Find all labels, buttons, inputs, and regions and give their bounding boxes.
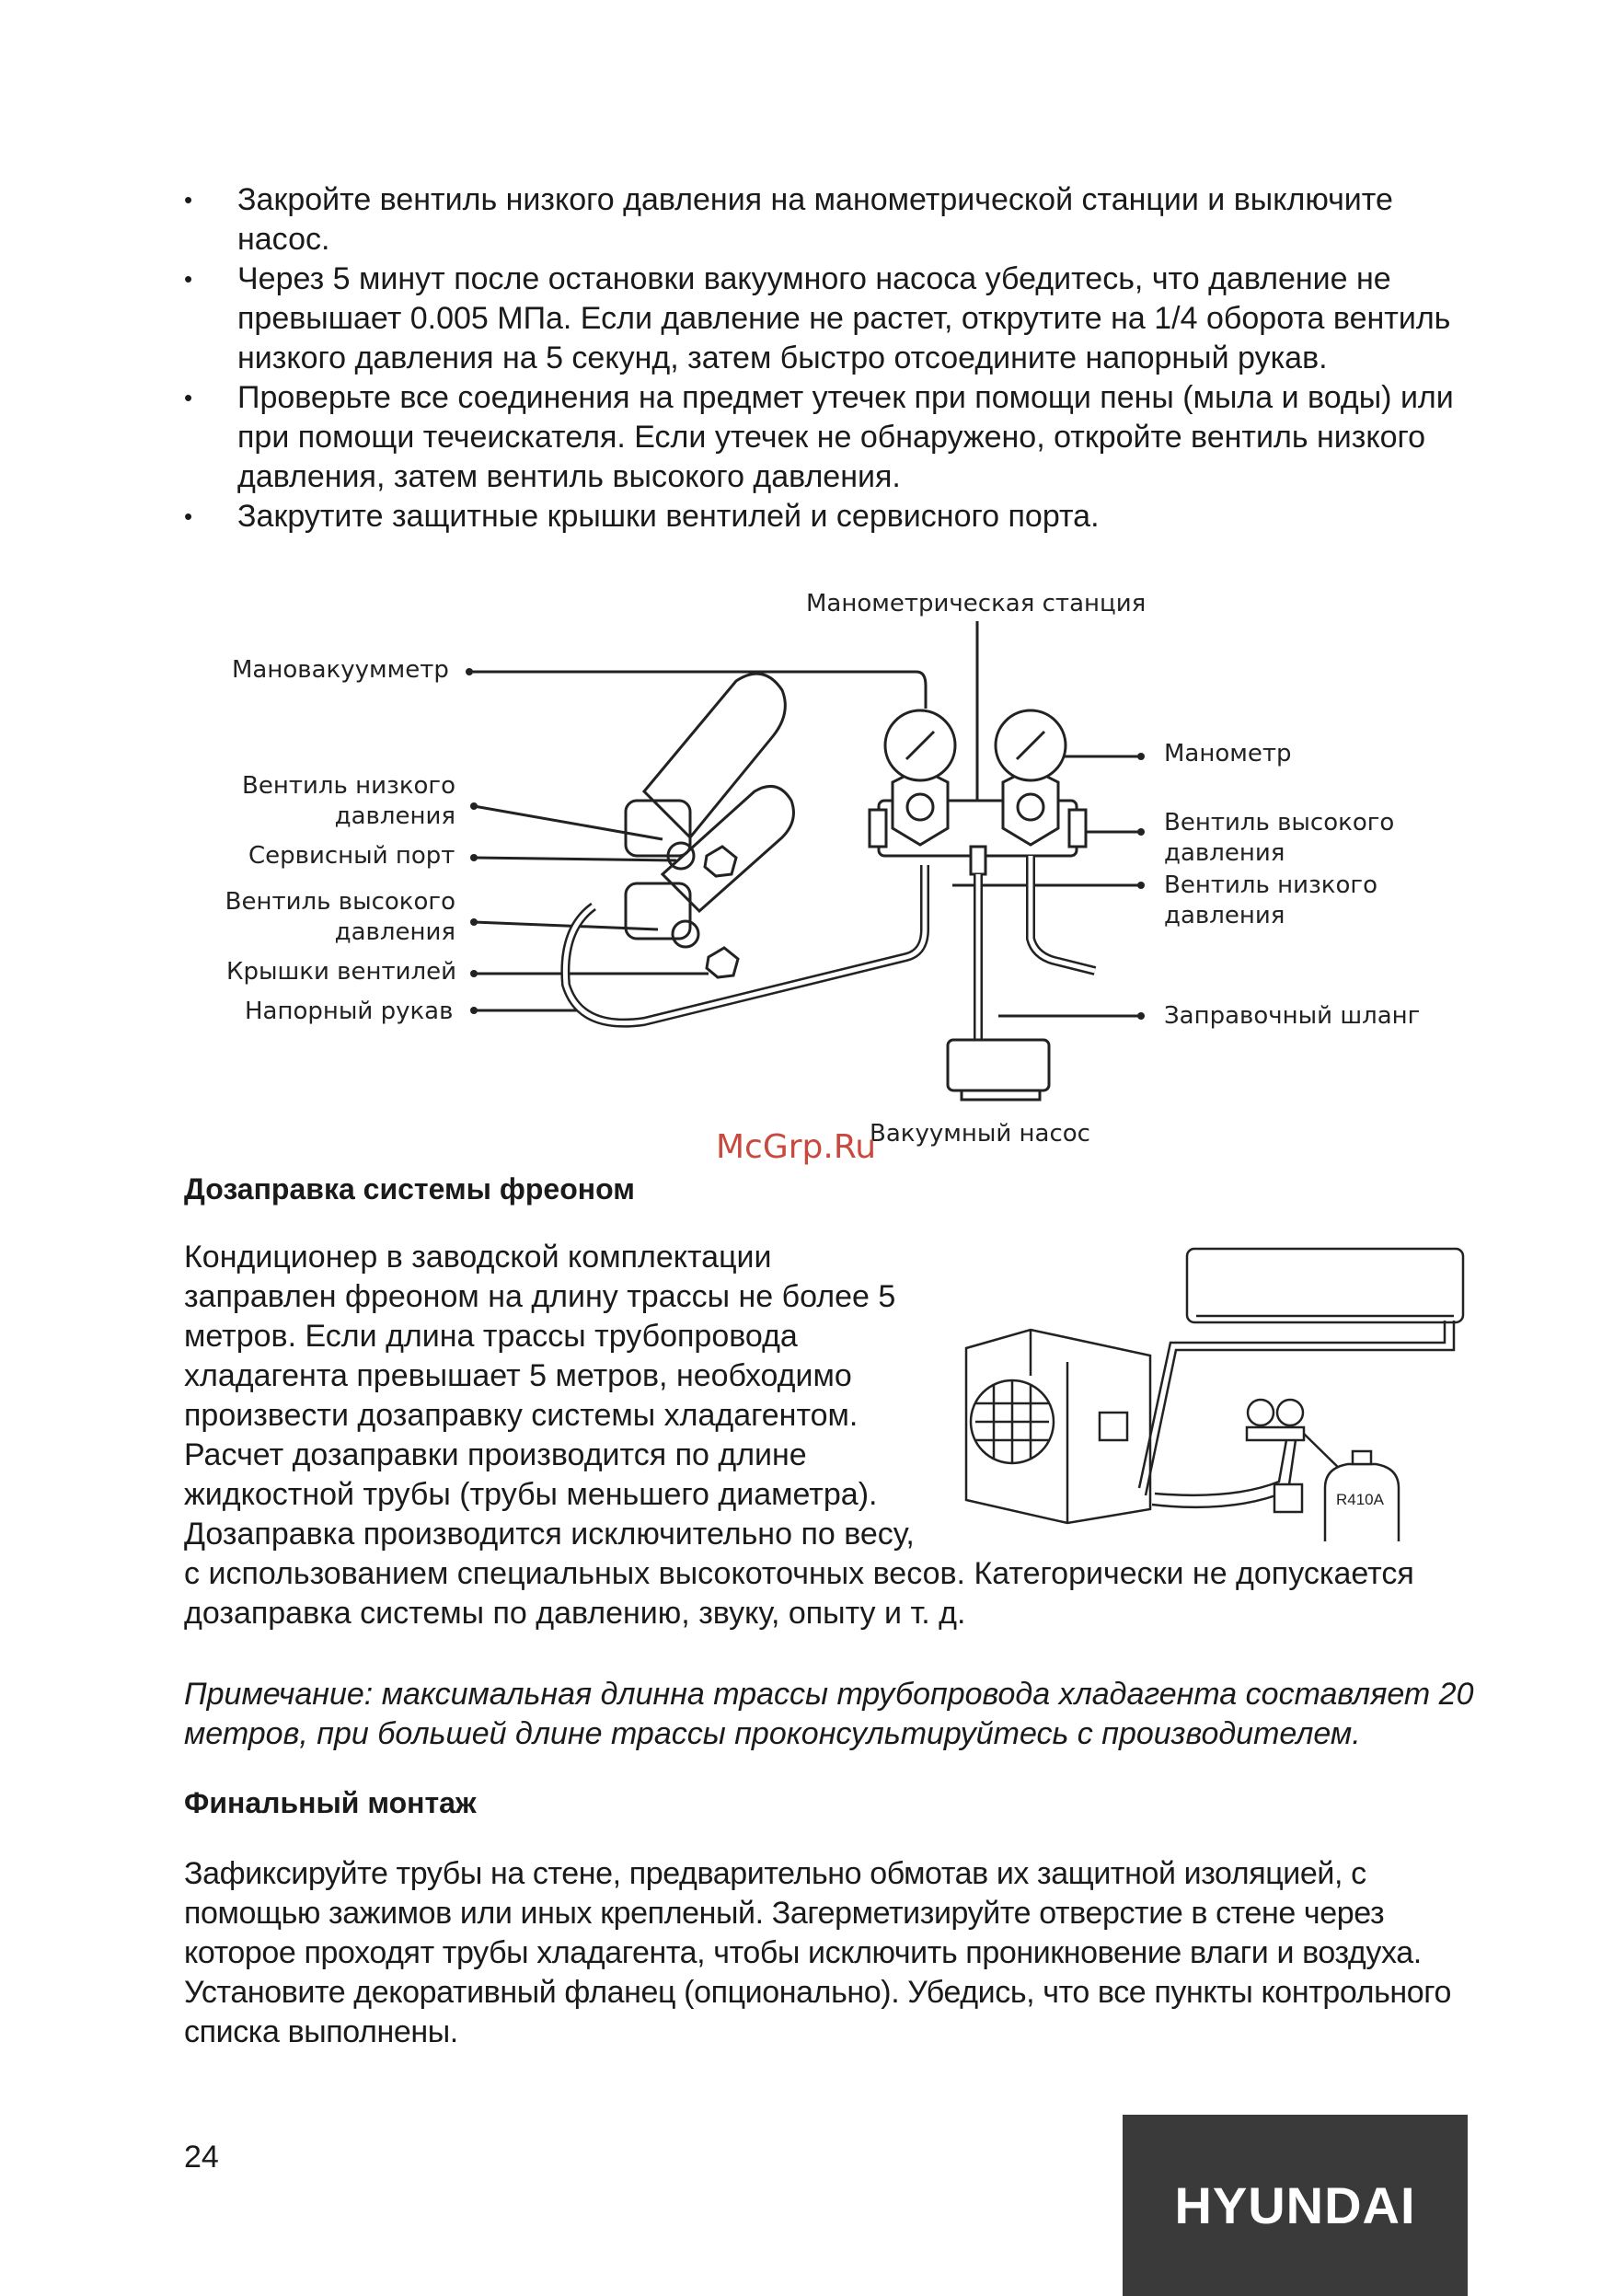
label-vacuum-gauge: Мановакуумметр (232, 656, 449, 684)
label-pressure-hose: Напорный рукав (245, 998, 454, 1025)
section-title-refill: Дозаправка системы фреоном (184, 1172, 635, 1206)
section-title-final: Финальный монтаж (184, 1786, 477, 1819)
label-vacuum-pump: Вакуумный насос (870, 1120, 1090, 1148)
brand-logo: HYUNDAI (1123, 2115, 1468, 2296)
label-manifold-station: Манометрическая станция (806, 590, 1147, 617)
ac-charging-illustration (957, 1247, 1472, 1541)
bullet-item: • Закройте вентиль низкого давления на манометрической станции и выключите насос. (184, 180, 1481, 260)
label-low-valve-right: Вентиль низкого давления (1164, 871, 1377, 929)
label-low-valve-left: Вентиль низкого давления (242, 772, 455, 830)
cylinder-label: R410A (1336, 1491, 1384, 1508)
label-valve-caps: Крышки вентилей (226, 958, 457, 986)
page-number: 24 (184, 2140, 219, 2175)
label-charging-hose: Заправочный шланг (1164, 1002, 1421, 1030)
label-service-port: Сервисный порт (248, 842, 455, 870)
label-manometer: Манометр (1164, 740, 1292, 767)
label-high-valve-right: Вентиль высокого давления (1164, 809, 1395, 867)
final-paragraph: Зафиксируйте трубы на стене, предварительно обмотав их защитной изоляцией, с помощью зажимов или иных крепленый. Загерметизируйте отверстие в стене через которое проходят трубы хладагента, чтобы исключить проникновение влаги и воздуха. Установите декоративный фланец (опционально). Убедись, что все пункты контрольного списка выполнены. (184, 1856, 1452, 2049)
bullet-item: • Проверьте все соединения на предмет утечек при помощи пены (мыла и воды) или при помощи течеискателя. Если утечек не обнаружено, откройте вентиль низкого давления, затем вентиль высокого давления. (184, 378, 1481, 497)
watermark: McGrp.Ru (716, 1128, 877, 1166)
label-high-valve-left: Вентиль высокого давления (225, 888, 455, 946)
bullet-item: • Закрутите защитные крышки вентилей и сервисного порта. (184, 497, 1481, 537)
refill-paragraph-text: Кондиционер в заводской комплектации заправлен фреоном на длину трассы не более 5 метров. Если длина трассы трубопровода хладагента превышает 5 метров, необходимо произвести дозаправку системы хладагентом. Расчет дозаправки производится по длине жидкостной трубы (трубы меньшего диаметра). Дозаправка производится исключительно по весу, с использованием специальных высокоточных весов. Категорически не допускается дозаправка системы по давлению, звуку, опыту и т. д. (184, 1240, 1414, 1631)
bullet-item: • Через 5 минут после остановки вакуумного насоса убедитесь, что давление не превышает 0.005 МПа. Если давление не растет, открутите на 1/4 оборота вентиль низкого давления на 5 секунд, затем быстро отсоедините напорный рукав. (184, 260, 1481, 378)
note-text: Примечание: максимальная длинна трассы трубопровода хладагента составляет 20 метров, при большей длине трассы проконсультируйтесь с производителем. (184, 1677, 1474, 1751)
